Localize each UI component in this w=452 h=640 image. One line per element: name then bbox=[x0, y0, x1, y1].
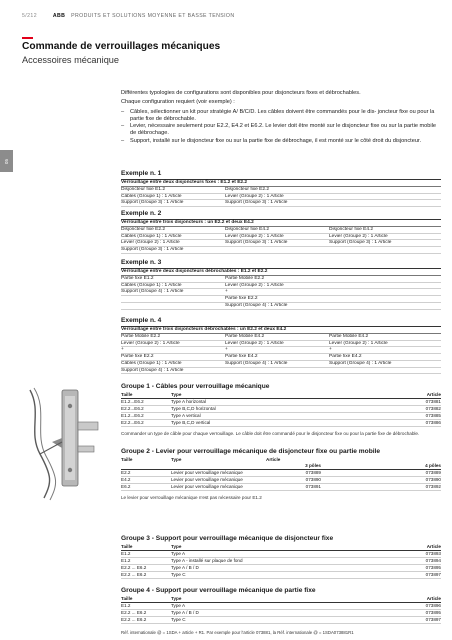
type-cell: Type A / B / D bbox=[171, 565, 199, 570]
article-4p-cell: 073892 bbox=[425, 484, 441, 489]
example-cell: + bbox=[225, 347, 228, 353]
example-row bbox=[121, 289, 441, 296]
type-cell: Type B,C,D horizontal bbox=[171, 406, 216, 411]
table-row bbox=[121, 610, 441, 617]
article-4p-cell: 073889 bbox=[425, 470, 441, 475]
example-cell: Levier (Groupe 2) : 1 Article bbox=[121, 340, 180, 346]
example-row bbox=[121, 334, 441, 341]
article-3p-cell: 073889 bbox=[305, 470, 321, 475]
example-cell: + bbox=[329, 347, 332, 353]
example-subtitle: Verrouillage entre deux disjoncteurs fixes : E1.2 et E2.2 bbox=[121, 180, 441, 187]
example-cell: Partie Mobile E4.2 bbox=[225, 333, 265, 339]
example-cell: Support (Groupe 4) : 1 Article bbox=[121, 367, 184, 373]
example-cell: Levier (Groupe 2) : 1 Article bbox=[329, 233, 388, 239]
example-cell bbox=[225, 247, 329, 253]
type-cell: Type A bbox=[171, 603, 186, 608]
table-row bbox=[121, 399, 441, 406]
example-title: Exemple n. 3 bbox=[121, 259, 441, 269]
example-cell: Support (Groupe 3) : 1 Article bbox=[329, 240, 392, 246]
example-subtitle: Verrouillage entre deux disjoncteurs débrochables : E1.2 et E2.2 bbox=[121, 269, 441, 276]
size-cell: E4.2 bbox=[121, 477, 131, 482]
example-row bbox=[121, 354, 441, 361]
example-cell: Partie fixe E1.2 bbox=[121, 275, 154, 281]
example-cell: Support (Groupe 4) : 1 Article bbox=[225, 360, 288, 366]
table-row bbox=[121, 470, 441, 477]
example-row bbox=[121, 240, 441, 247]
table-row bbox=[121, 406, 441, 413]
table-header bbox=[121, 596, 441, 603]
example-cell: + bbox=[121, 347, 124, 353]
example-cell: Levier (Groupe 2) : 1 Article bbox=[225, 340, 284, 346]
col-header-type: Type bbox=[171, 457, 182, 462]
example-subtitle: Verrouillage entre trois disjoncteurs : un E2.2 et deux E4.2 bbox=[121, 220, 441, 227]
col-header-article: Article bbox=[426, 392, 441, 397]
example-cell: Câbles (Groupe 1) : 1 Article bbox=[121, 193, 182, 199]
size-cell: E2.2...E6.2 bbox=[121, 420, 144, 425]
article-cell: 073896 bbox=[425, 603, 441, 608]
bullet-dash: – bbox=[121, 123, 125, 130]
group-4-table bbox=[121, 587, 441, 624]
group-3-table bbox=[121, 535, 441, 579]
example-2 bbox=[121, 210, 441, 254]
size-cell: E6.2 bbox=[121, 484, 131, 489]
example-cell: Câbles (Groupe 1) : 1 Article bbox=[121, 282, 182, 288]
page-title: Commande de verrouillages mécaniques bbox=[22, 41, 221, 52]
col-header-4-poles: 4 pôles bbox=[425, 463, 441, 468]
article-cell: 073882 bbox=[425, 406, 441, 411]
example-cell: Partie Mobile E2.2 bbox=[225, 275, 265, 281]
type-cell: Type B,C,D vertical bbox=[171, 420, 211, 425]
group-2-title: Groupe 2 - Levier pour verrouillage mécanique de disjoncteur fixe ou partie mobile bbox=[121, 448, 381, 455]
example-3 bbox=[121, 259, 441, 310]
example-title: Exemple n. 1 bbox=[121, 170, 441, 180]
col-header-size: Taille bbox=[121, 392, 133, 397]
table-row bbox=[121, 484, 441, 491]
example-cell: Support (Groupe 3) : 1 Article bbox=[121, 247, 184, 253]
page-header bbox=[22, 13, 442, 23]
col-header-type: Type bbox=[171, 596, 182, 601]
article-4p-cell: 073890 bbox=[425, 477, 441, 482]
col-header-type: Type bbox=[171, 392, 182, 397]
article-cell: 073897 bbox=[425, 617, 441, 622]
size-cell: E1.2...E6.2 bbox=[121, 413, 144, 418]
example-row bbox=[121, 194, 441, 201]
type-cell: Type C bbox=[171, 572, 186, 577]
article-cell: 073881 bbox=[425, 399, 441, 404]
example-row bbox=[121, 276, 441, 283]
bullet-dash: – bbox=[121, 108, 125, 115]
article-cell: 073897 bbox=[425, 572, 441, 577]
example-cell: Support (Groupe 3) : 1 Article bbox=[225, 240, 288, 246]
example-cell: Câbles (Groupe 1) : 1 Article bbox=[121, 233, 182, 239]
col-header-size: Taille bbox=[121, 544, 133, 549]
article-cell: 073895 bbox=[425, 610, 441, 615]
example-row bbox=[121, 361, 441, 368]
table-header bbox=[121, 392, 441, 399]
example-row bbox=[121, 368, 441, 375]
example-cell: Partie fixe E2.2 bbox=[121, 354, 154, 360]
table-header bbox=[121, 544, 441, 551]
col-header-size: Taille bbox=[121, 596, 133, 601]
example-cell: Support (Groupe 3) : 1 Article bbox=[121, 200, 184, 206]
example-row bbox=[121, 227, 441, 234]
example-row bbox=[121, 247, 441, 254]
page-number: 5/212 bbox=[22, 13, 37, 19]
example-4 bbox=[121, 317, 441, 374]
size-cell: E2.2...E6.2 bbox=[121, 406, 144, 411]
example-cell bbox=[329, 368, 433, 374]
example-cell: Levier (Groupe 2) : 1 Article bbox=[329, 340, 388, 346]
intro-bullet bbox=[121, 109, 441, 124]
example-cell: Support (Groupe 4) : 1 Article bbox=[121, 289, 184, 295]
table-row bbox=[121, 558, 441, 565]
size-cell: E2.2 ... E6.2 bbox=[121, 610, 147, 615]
type-cell: Type C bbox=[171, 617, 186, 622]
table-row bbox=[121, 565, 441, 572]
size-cell: E1.2 bbox=[121, 551, 131, 556]
article-3p-cell: 073891 bbox=[305, 484, 321, 489]
example-cell bbox=[121, 296, 225, 302]
example-cell: + bbox=[225, 289, 228, 295]
chapter-tab bbox=[0, 150, 13, 172]
article-cell: 073886 bbox=[425, 420, 441, 425]
example-cell: Levier (Groupe 2) : 1 Article bbox=[121, 240, 180, 246]
example-row bbox=[121, 303, 441, 310]
example-row bbox=[121, 341, 441, 348]
bullet-text: Support, installé sur le disjoncteur fixe ou sur la partie fixe de débrochage, il est monté sur le côté droit du disjoncteur. bbox=[130, 137, 422, 144]
example-cell: Partie Mobile E4.2 bbox=[329, 333, 369, 339]
intro-text bbox=[121, 90, 441, 145]
col-header-article: Article bbox=[426, 596, 441, 601]
table-row bbox=[121, 420, 441, 427]
example-row bbox=[121, 234, 441, 241]
col-header-type: Type bbox=[171, 544, 182, 549]
example-cell: Levier (Groupe 2) : 1 Article bbox=[225, 282, 284, 288]
example-row bbox=[121, 200, 441, 207]
example-cell: Disjoncteur fixe E4.2 bbox=[329, 226, 373, 232]
type-cell: Type A / B / D bbox=[171, 610, 199, 615]
example-cell bbox=[225, 368, 329, 374]
table-row bbox=[121, 617, 441, 624]
table-subheader bbox=[121, 463, 441, 470]
group-2-note: Le levier pour verrouillage mécanique n'est pas nécessaire pour E1.2 bbox=[121, 495, 262, 500]
intro-bullet bbox=[121, 123, 441, 138]
example-cell: Disjoncteur fixe E2.2 bbox=[121, 226, 165, 232]
type-cell: Type A vertical bbox=[171, 413, 201, 418]
col-header-article: Article bbox=[426, 544, 441, 549]
example-row bbox=[121, 347, 441, 354]
bullet-dash: – bbox=[121, 137, 125, 144]
group-1-note: Commander un type de câble pour chaque verrouillage. Le câble doit être commandé pour le disjoncteur fixe ou pour la partie fixe de débrochable. bbox=[121, 431, 420, 436]
example-cell bbox=[121, 303, 225, 309]
example-cell: Partie Mobile E2.2 bbox=[121, 333, 161, 339]
group-3-title: Groupe 3 - Support pour verrouillage mécanique de disjoncteur fixe bbox=[121, 535, 334, 542]
article-3p-cell: 073890 bbox=[305, 477, 321, 482]
size-cell: E1.2 bbox=[121, 603, 131, 608]
type-cell: Type A bbox=[171, 551, 186, 556]
example-cell bbox=[329, 247, 433, 253]
example-cell: Disjoncteur fixe E1.2 bbox=[121, 186, 165, 192]
intro-paragraph-2: Chaque configuration requiert (voir exemple) : bbox=[121, 99, 235, 106]
example-1 bbox=[121, 170, 441, 207]
example-title: Exemple n. 2 bbox=[121, 210, 441, 220]
intro-bullet bbox=[121, 138, 441, 145]
col-header-article: Article bbox=[266, 457, 281, 462]
example-subtitle: Verrouillage entre trois disjoncteurs débrochables : un E2.2 et deux E4.2 bbox=[121, 327, 441, 334]
example-cell: Support (Groupe 4) : 1 Article bbox=[225, 302, 288, 308]
example-cell: Support (Groupe 4) : 1 Article bbox=[329, 360, 392, 366]
example-row bbox=[121, 187, 441, 194]
example-cell: Levier (Groupe 2) : 1 Article bbox=[225, 233, 284, 239]
example-cell: Levier (Groupe 2) : 1 Article bbox=[225, 193, 284, 199]
table-row bbox=[121, 413, 441, 420]
type-cell: Levier pour verrouillage mécanique bbox=[171, 470, 243, 475]
size-cell: E2.2 bbox=[121, 470, 131, 475]
size-cell: E2.2 ... E6.2 bbox=[121, 572, 147, 577]
type-cell: Type A horizontal bbox=[171, 399, 206, 404]
table-row bbox=[121, 477, 441, 484]
col-header-3-poles: 3 pôles bbox=[305, 463, 321, 468]
group-4-title: Groupe 4 - Support pour verrouillage mécanique de partie fixe bbox=[121, 587, 316, 594]
example-cell: Disjoncteur fixe E4.2 bbox=[225, 226, 269, 232]
reference-note: Réf. internationale @ = 1SDA + article + R1. Par exemple pour l'article 073881, la Réf. internationale @ = 1SDA073881R1 bbox=[121, 630, 354, 635]
size-cell: E1.2...E6.2 bbox=[121, 399, 144, 404]
bullet-text: Levier, nécessaire seulement pour E2.2, E4.2 et E6.2. Le levier doit être monté sur le disjoncteur fixe ou sur la partie mobile de débrochage. bbox=[130, 123, 436, 137]
example-row bbox=[121, 283, 441, 290]
example-cell: Disjoncteur fixe E2.2 bbox=[225, 186, 269, 192]
size-cell: E1.2 bbox=[121, 558, 131, 563]
mechanical-interlock-photo bbox=[22, 382, 106, 502]
size-cell: E2.2 ... E6.2 bbox=[121, 617, 147, 622]
brand-name: ABB bbox=[52, 13, 66, 19]
group-1-title: Groupe 1 - Câbles pour verrouillage mécanique bbox=[121, 383, 270, 390]
bullet-text: Câbles, sélectionner un kit pour stratégie A/ B/C/D. Les câbles doivent être commandés pour le dis- joncteur fixe ou pour la partie fixe de débrochable. bbox=[130, 108, 435, 122]
example-row bbox=[121, 296, 441, 303]
intro-paragraph-1: Différentes typologies de configurations sont disponibles pour disjoncteurs fixes et débrochables. bbox=[121, 90, 361, 96]
article-cell: 073895 bbox=[425, 565, 441, 570]
group-2-table bbox=[121, 448, 441, 501]
accent-line bbox=[22, 37, 33, 39]
example-cell: Câbles (Groupe 1) : 1 Article bbox=[121, 360, 182, 366]
example-cell: Partie fixe E4.2 bbox=[225, 354, 258, 360]
example-title: Exemple n. 4 bbox=[121, 317, 441, 327]
chapter-tab-label: 05 bbox=[4, 158, 9, 164]
example-cell: Partie fixe E2.2 bbox=[225, 296, 258, 302]
table-row bbox=[121, 572, 441, 579]
page-subtitle: Accessoires mécanique bbox=[22, 55, 120, 65]
article-cell: 073885 bbox=[425, 413, 441, 418]
type-cell: Levier pour verrouillage mécanique bbox=[171, 477, 243, 482]
article-cell: 073893 bbox=[425, 551, 441, 556]
article-cell: 073894 bbox=[425, 558, 441, 563]
table-row bbox=[121, 603, 441, 610]
col-header-size: Taille bbox=[121, 457, 133, 462]
example-cell: Partie fixe E4.2 bbox=[329, 354, 362, 360]
table-row bbox=[121, 551, 441, 558]
type-cell: Levier pour verrouillage mécanique bbox=[171, 484, 243, 489]
example-cell: Support (Groupe 3) : 1 Article bbox=[225, 200, 288, 206]
section-title: PRODUITS ET SOLUTIONS MOYENNE ET BASSE TENSION bbox=[71, 13, 235, 19]
type-cell: Type A - installé sur plaque de fond bbox=[171, 558, 243, 563]
group-1-table bbox=[121, 383, 441, 437]
size-cell: E2.2 ... E6.2 bbox=[121, 565, 147, 570]
